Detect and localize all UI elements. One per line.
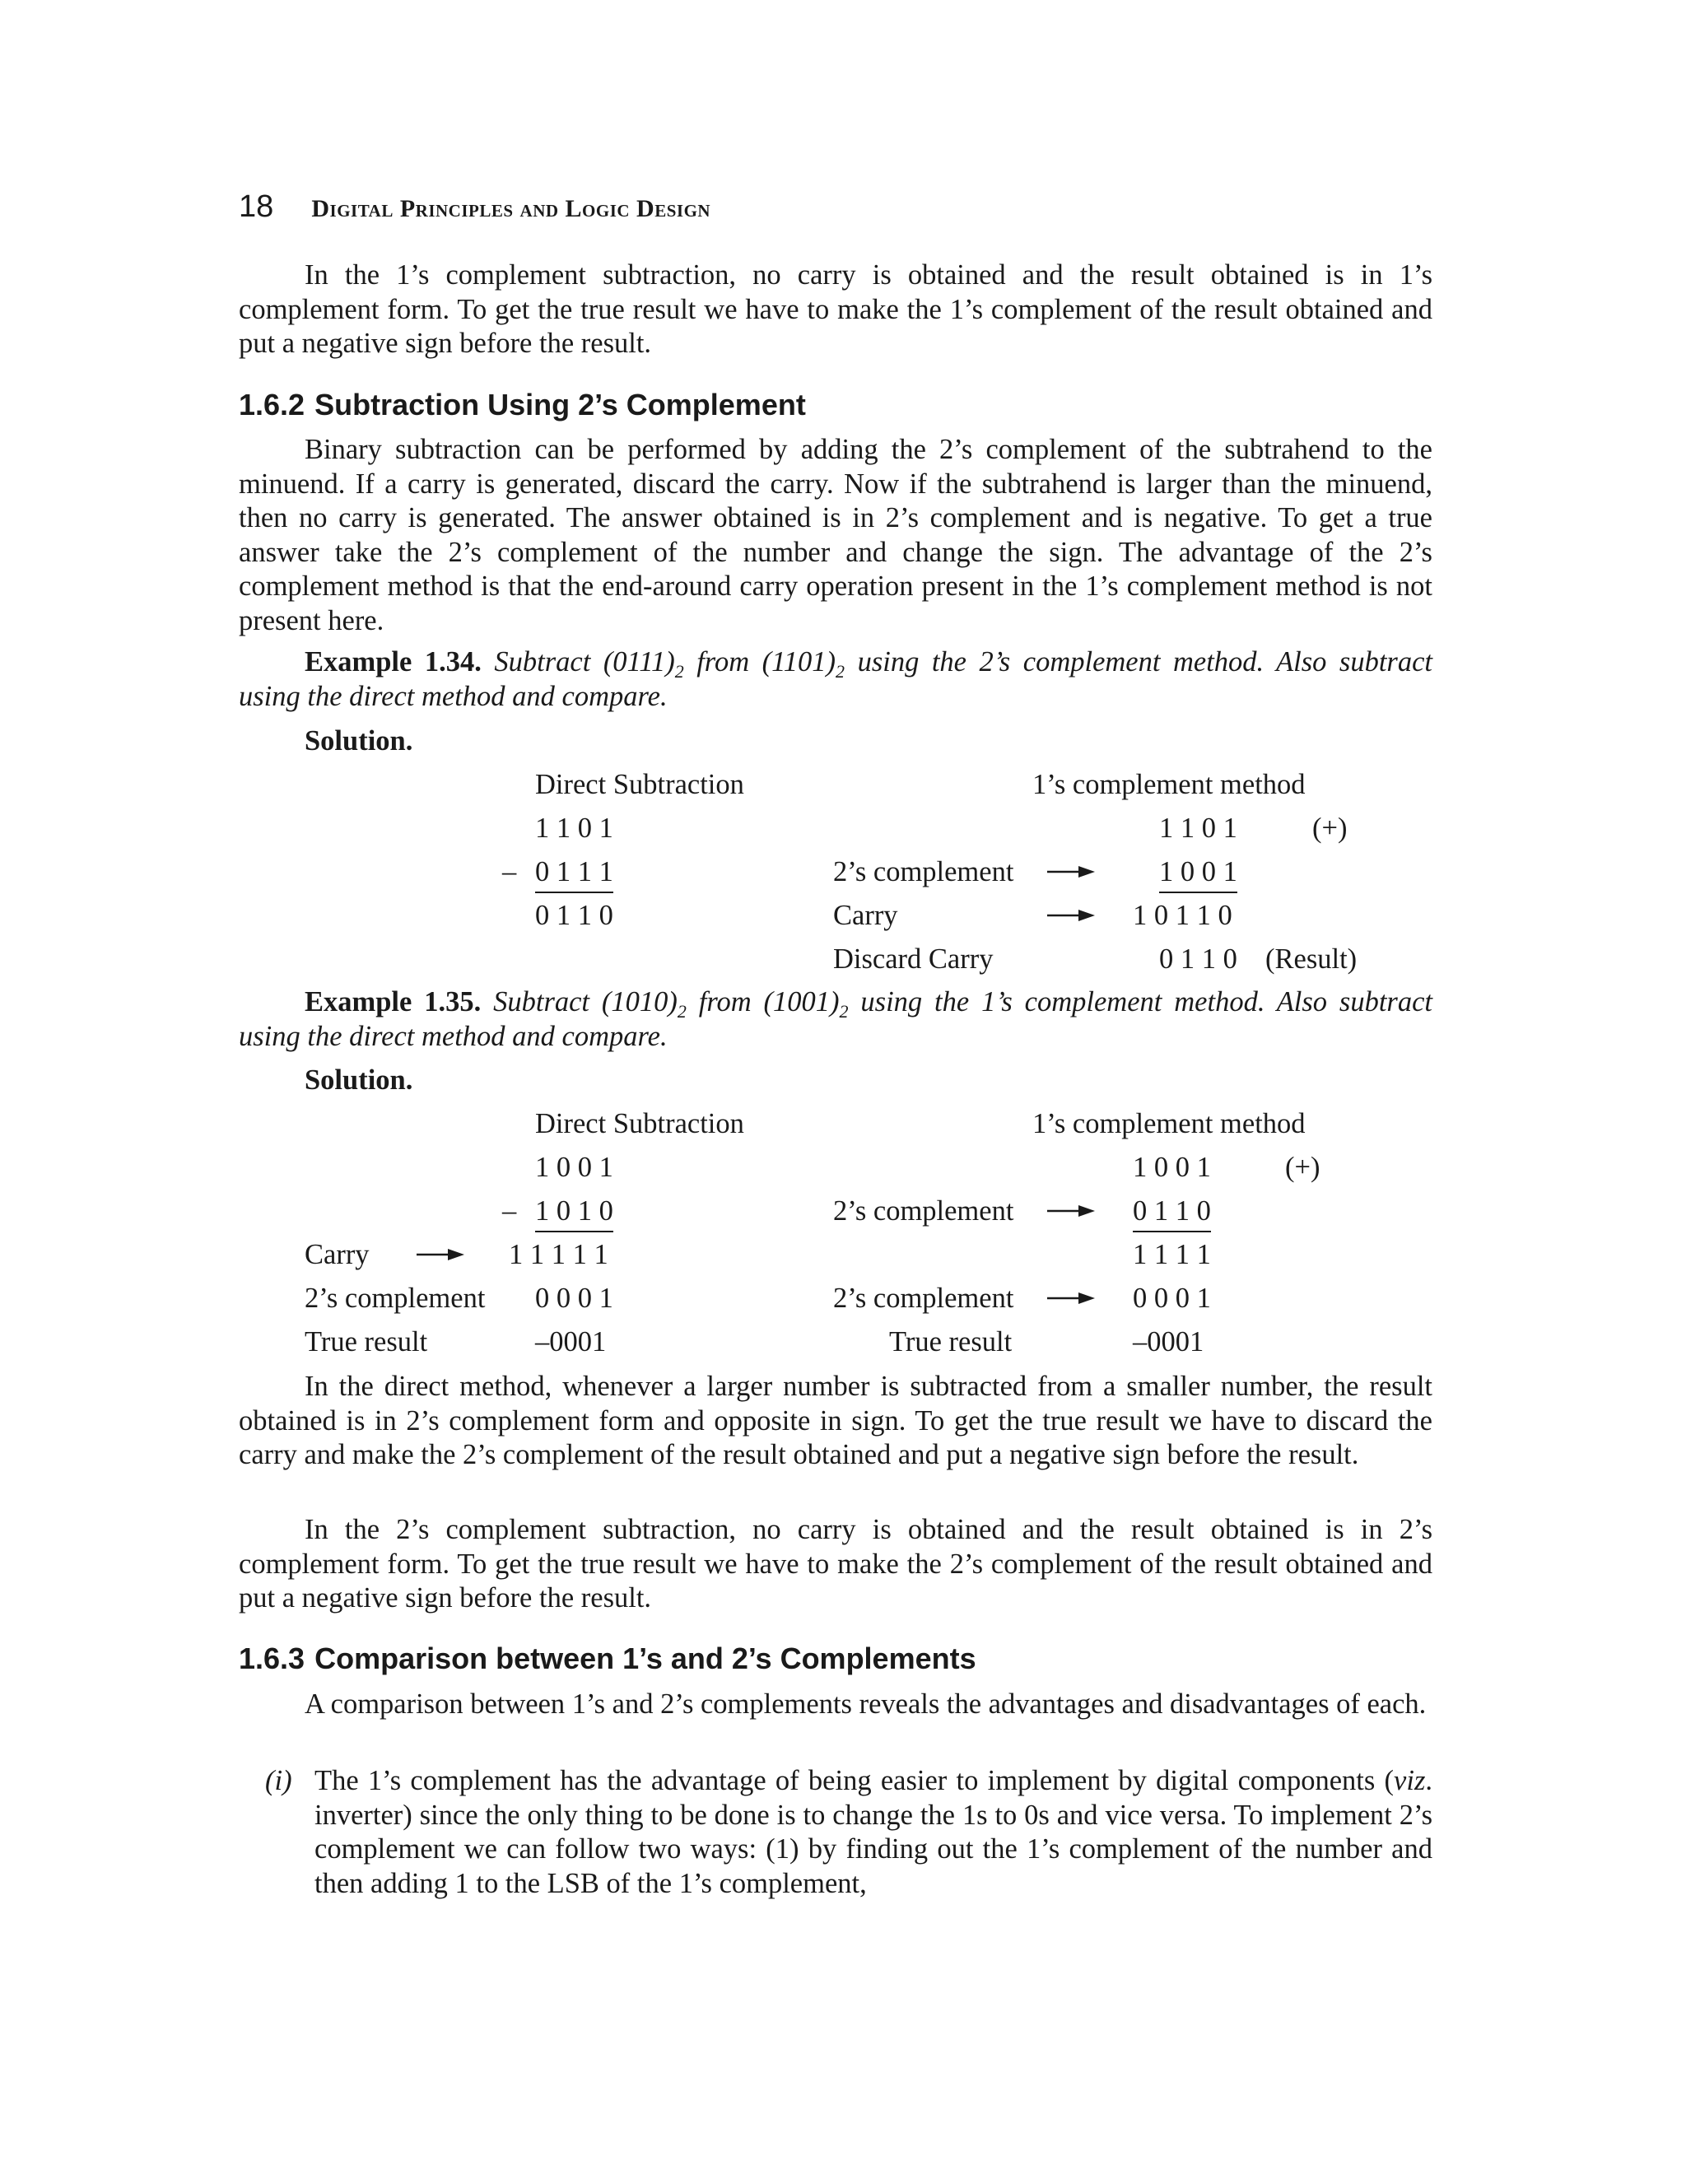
example-label: Example 1.34.: [305, 646, 482, 678]
method-minuend: 1 0 0 1: [1133, 1152, 1211, 1183]
method-complement-value: 0 0 0 1: [1133, 1283, 1211, 1314]
list-text: . inverter) since the only thing to be done is to change the 1s to 0s and vice versa. To implement 2’s complement we can follow two ways: (1) by finding out the 1’s complement of the number and then adding 1 to the LSB of the 1’s complement,: [314, 1765, 1432, 1899]
paragraph-comparison: A comparison between 1’s and 2’s complements reveals the advantages and disadvantages of each.: [305, 1688, 1427, 1720]
paragraph-intro: In the 1’s complement subtraction, no carry is obtained and the result obtained is in 1’s complement form. To get the true result we have to make the 1’s complement of the result obtained and put a negative sign before the result.: [239, 259, 1432, 359]
solution-label: Solution.: [305, 1064, 413, 1096]
running-title: Digital Principles and Logic Design: [311, 195, 711, 222]
true-result-label: True result: [305, 1326, 428, 1357]
twos-complement-label: 2’s complement: [833, 1195, 1014, 1227]
minus-sign: –: [502, 856, 517, 887]
right-arrow-icon: [1047, 907, 1097, 924]
example-text: Subtract (1010): [493, 986, 678, 1017]
page-header: [239, 188, 710, 227]
example-text: from (1101): [683, 646, 836, 678]
plus-sign: (+): [1285, 1152, 1320, 1183]
section-heading-1-6-3: [239, 1641, 976, 1677]
right-arrow-icon: [417, 1246, 466, 1263]
list-marker-text: (i): [265, 1765, 292, 1796]
paragraph-direct-method: In the direct method, whenever a larger number is subtracted from a smaller number, the result obtained is in 2’s complement form and opposite in sign. To get the true result we have to discard the carry and make the 2’s complement of the result obtained and put a negative sign before the result.: [239, 1371, 1432, 1470]
list-item: [265, 1764, 1432, 1901]
paragraph-2s-subtraction: In the 2’s complement subtraction, no carry is obtained and the result obtained is in 2’s complement form. To get the true result we have to make the 2’s complement of the result obtained and put a negative sign before the result.: [239, 1514, 1432, 1614]
method-sum: 1 0 1 1 0: [1133, 900, 1232, 931]
list-text: The 1’s complement has the advantage of being easier to implement by digital components (: [314, 1765, 1395, 1796]
right-arrow-icon: [1047, 1290, 1097, 1306]
section-title: Comparison between 1’s and 2’s Complements: [314, 1641, 976, 1675]
right-arrow-icon: [1047, 864, 1097, 880]
plus-sign: (+): [1312, 813, 1348, 844]
list-item-text: [314, 1764, 1432, 1901]
subscript: 2: [677, 1001, 687, 1022]
method-true-result: –0001: [1133, 1326, 1204, 1357]
method-addend: 0 1 1 0: [1133, 1194, 1211, 1232]
list-marker: [265, 1764, 292, 1799]
complement-method-heading: 1’s complement method: [1032, 1108, 1306, 1139]
section-title: Subtraction Using 2’s Complement: [314, 388, 806, 421]
direct-result: 0 1 1 0: [535, 900, 613, 931]
method-result: 0 1 1 0: [1159, 943, 1237, 975]
section-heading-1-6-2: [239, 387, 806, 423]
subscript: 2: [674, 661, 684, 682]
example-text: using the 2’s complement method. Also subtract using the direct method and compare.: [239, 646, 1432, 712]
list-text-italic: viz: [1394, 1765, 1426, 1796]
direct-carry-result: 1 1 1 1 1: [509, 1239, 608, 1270]
section-number: 1.6.2: [239, 388, 305, 421]
paragraph-2s-complement: Binary subtraction can be performed by adding the 2’s complement of the subtrahend to the minuend. If a carry is generated, discard the carry. Now if the subtrahend is larger than the minuend, then no carry is generated. The answer obtained is in 2’s complement and is negative. To get a true answer take the 2’s complement of the number and change the sign. The advantage of the 2’s complement method is that the end-around carry operation present in the 1’s complement method is not present here.: [239, 434, 1432, 636]
direct-subtraction-heading: Direct Subtraction: [535, 1108, 744, 1139]
example-text: Subtract (0111): [494, 646, 675, 678]
example-1-35: [239, 985, 1432, 1054]
method-addend: 1 0 0 1: [1159, 855, 1237, 893]
page-number: 18: [239, 189, 274, 224]
true-result-label: True result: [889, 1326, 1013, 1357]
twos-complement-label: 2’s complement: [833, 856, 1014, 887]
direct-subtrahend: 0 1 1 1: [535, 855, 613, 893]
direct-true-result: –0001: [535, 1326, 607, 1357]
minus-sign: –: [502, 1195, 517, 1227]
right-arrow-icon: [1047, 1203, 1097, 1219]
result-label: (Result): [1265, 943, 1358, 975]
direct-minuend: 1 0 0 1: [535, 1152, 613, 1183]
method-minuend: 1 1 0 1: [1159, 813, 1237, 844]
example-text: using the 1’s complement method. Also subtract using the direct method and compare.: [239, 986, 1433, 1052]
direct-subtrahend: 1 0 1 0: [535, 1194, 613, 1232]
direct-minuend: 1 1 0 1: [535, 813, 613, 844]
twos-complement-label: 2’s complement: [305, 1283, 486, 1314]
method-sum: 1 1 1 1: [1133, 1239, 1211, 1270]
carry-label: Carry: [833, 900, 898, 931]
twos-complement-label: 2’s complement: [833, 1283, 1014, 1314]
carry-label: Carry: [305, 1239, 370, 1270]
subscript: 2: [836, 661, 845, 682]
section-number: 1.6.3: [239, 1641, 305, 1675]
discard-carry-label: Discard Carry: [833, 943, 994, 975]
solution-label: Solution.: [305, 725, 413, 757]
subscript: 2: [839, 1001, 849, 1022]
direct-complement-value: 0 0 0 1: [535, 1283, 613, 1314]
example-label: Example 1.35.: [305, 986, 482, 1017]
complement-method-heading: 1’s complement method: [1032, 769, 1306, 800]
example-text: from (1001): [686, 986, 840, 1017]
example-1-34: [239, 645, 1432, 714]
direct-subtraction-heading: Direct Subtraction: [535, 769, 744, 800]
